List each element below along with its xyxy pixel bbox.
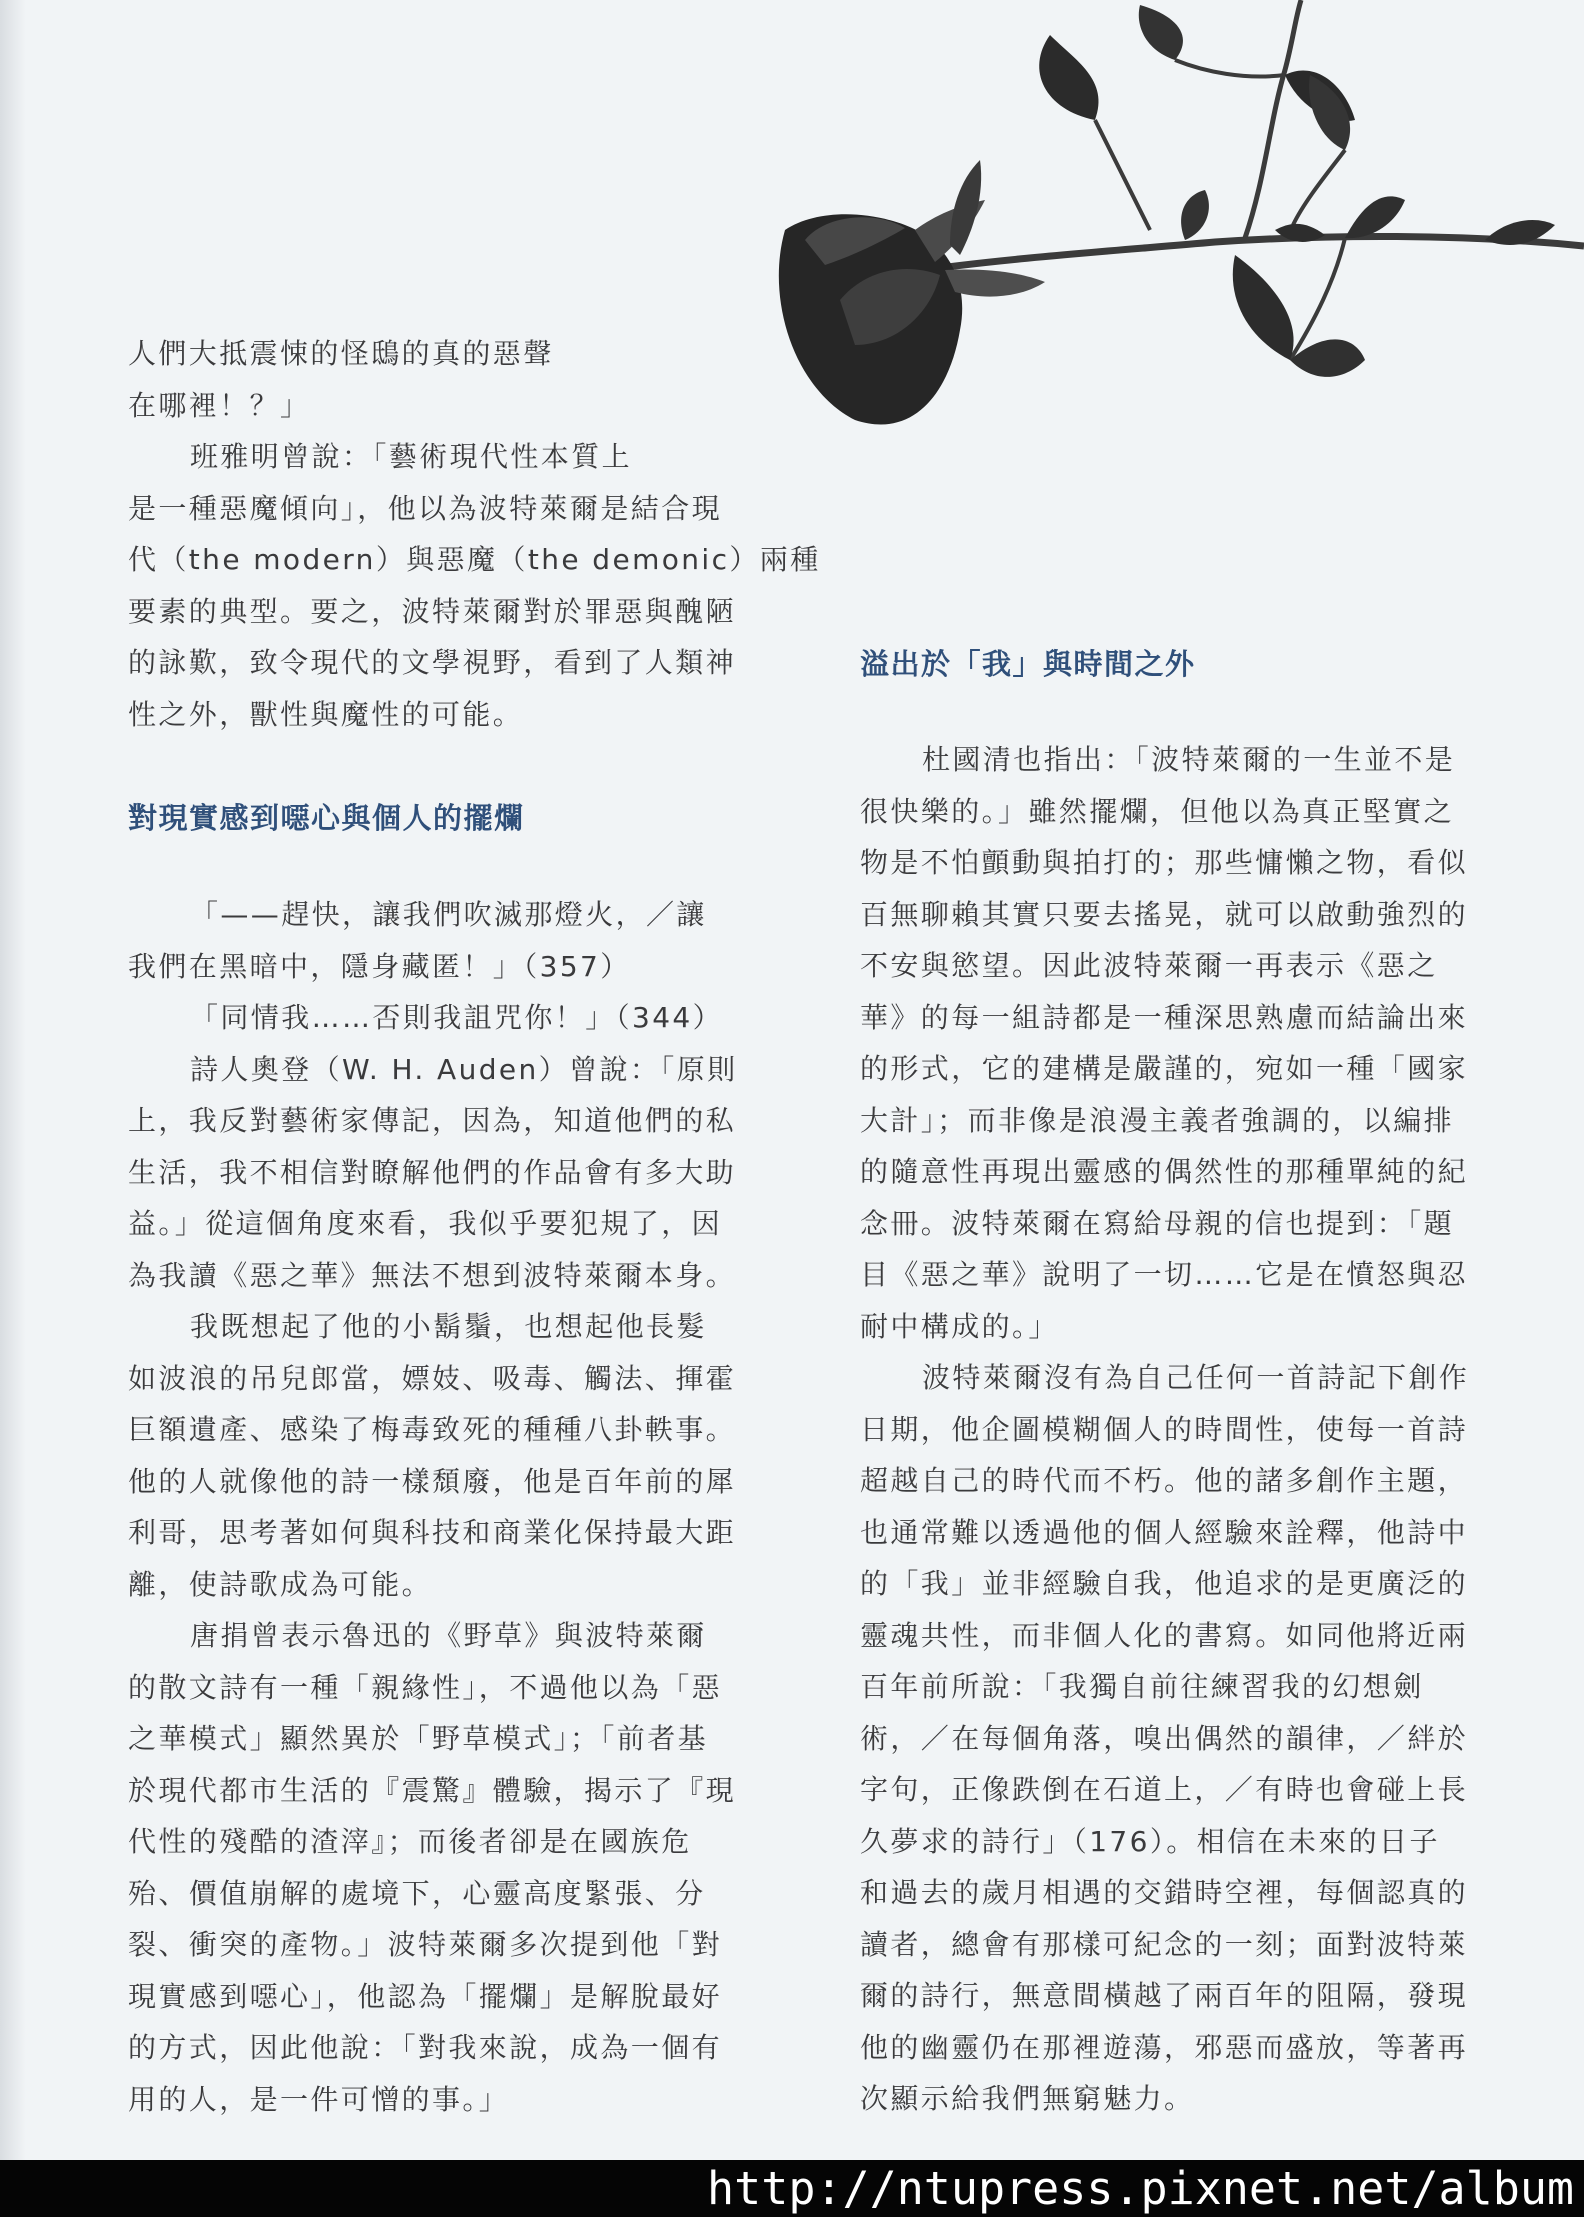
text-line: 唐捐曾表示魯迅的《野草》與波特萊爾: [190, 1619, 707, 1652]
text-line: 念冊。波特萊爾在寫給母親的信也提到：「題: [860, 1206, 1455, 1240]
text-line: 久夢求的詩行」（176）。相信在未來的日子: [860, 1824, 1440, 1858]
text-line: 性之外，獸性與魔性的可能。: [128, 697, 524, 731]
text-line: 不安與慾望。因此波特萊爾一再表示《惡之: [860, 949, 1438, 982]
text-line: 代性的殘酷的渣滓』；而後者卻是在國族危: [128, 1825, 692, 1858]
text-line: 現實感到噁心」，他認為「擺爛」是解脫最好: [128, 1979, 723, 2013]
text-line: 的形式，它的建構是嚴謹的，宛如一種「國家: [860, 1052, 1469, 1085]
text-line: 殆、價值崩解的處境下，心靈高度緊張、分: [128, 1876, 706, 1910]
text-line: 用的人，是一件可憎的事。」: [128, 2082, 510, 2116]
text-line: 是一種惡魔傾向」，他以為波特萊爾是結合現: [128, 491, 723, 525]
text-line: 他的幽靈仍在那裡遊蕩，邪惡而盛放，等著再: [860, 2030, 1469, 2064]
text-line: 代（the modern）與惡魔（the demonic）兩種: [128, 543, 821, 576]
text-line: 的「我」並非經驗自我，他追求的是更廣泛的: [860, 1567, 1469, 1600]
text-line: 在哪裡！？」: [128, 388, 311, 422]
text-line: 裂、衝突的產物。」波特萊爾多次提到他「對: [128, 1928, 723, 1961]
text-line: 超越自己的時代而不朽。他的諸多創作主題，: [860, 1464, 1469, 1497]
footer-bar: [0, 2160, 1584, 2217]
text-line: 靈魂共性，而非個人化的書寫。如同他將近兩: [860, 1618, 1469, 1652]
text-line: 百年前所說：「我獨自前往練習我的幻想劍: [860, 1670, 1424, 1703]
left-column: [128, 328, 821, 740]
text-line: 的詠歎，致令現代的文學視野，看到了人類神: [128, 646, 737, 679]
text-line: 杜國清也指出：「波特萊爾的一生並不是: [922, 743, 1456, 776]
text-line: 生活，我不相信對瞭解他們的作品會有多大助: [128, 1155, 737, 1189]
section-heading-right: 溢出於「我」與時間之外: [860, 647, 1196, 681]
right-column: [860, 734, 1500, 2125]
text-line: 的散文詩有一種「親緣性」，不過他以為「惡: [128, 1670, 723, 1704]
text-line: 日期，他企圖模糊個人的時間性，使每一首詩: [860, 1412, 1469, 1446]
text-line: 「——趕快，讓我們吹滅那燈火，／讓: [190, 898, 707, 931]
section-heading-left: 對現實感到噁心與個人的擺爛: [128, 801, 525, 835]
text-line: 的隨意性再現出靈感的偶然性的那種單純的紀: [860, 1155, 1469, 1188]
left-column-body: [128, 889, 758, 2125]
text-line: 華》的每一組詩都是一種深思熟慮而結論出來: [860, 1000, 1469, 1034]
text-line: 之華模式」顯然異於「野草模式」；「前者基: [128, 1722, 709, 1755]
text-line: 我們在黑暗中，隱身藏匿！」（357）: [128, 949, 631, 983]
text-line: 「同情我……否則我詛咒你！」（344）: [190, 1001, 724, 1034]
text-line: 目《惡之華》說明了一切……它是在憤怒與忍: [860, 1258, 1469, 1291]
text-line: 詩人奧登（W. H. Auden）曾說：「原則: [190, 1052, 738, 1086]
text-line: 益。」從這個角度來看，我似乎要犯規了，因: [128, 1207, 723, 1240]
rose-illustration: [745, 0, 1584, 540]
text-line: 很快樂的。」雖然擺爛，但他以為真正堅實之: [860, 794, 1455, 828]
text-line: 波特萊爾沒有為自己任何一首詩記下創作: [922, 1361, 1470, 1394]
text-line: 次顯示給我們無窮魅力。: [860, 2082, 1195, 2115]
text-line: 和過去的歲月相遇的交錯時空裡，每個認真的: [860, 1876, 1469, 1909]
text-line: 班雅明曾說：「藝術現代性本質上: [190, 440, 633, 473]
text-line: 術，／在每個角落，嗅出偶然的韻律，／絆於: [860, 1721, 1469, 1755]
text-line: 百無聊賴其實只要去搖晃，就可以啟動強烈的: [860, 897, 1469, 931]
text-line: 巨額遺產、感染了梅毒致死的種種八卦軼事。: [128, 1413, 737, 1446]
text-line: 耐中構成的。」: [860, 1309, 1059, 1343]
text-line: 爾的詩行，無意間橫越了兩百年的阻隔，發現: [860, 1979, 1469, 2012]
text-line: 離，使詩歌成為可能。: [128, 1567, 433, 1601]
text-line: 字句，正像跌倒在石道上，／有時也會碰上長: [860, 1773, 1469, 1806]
text-line: 他的人就像他的詩一樣頹廢，他是百年前的犀: [128, 1464, 737, 1498]
text-line: 人們大抵震悚的怪鴟的真的惡聲: [128, 337, 554, 370]
text-line: 於現代都市生活的『震驚』體驗，揭示了『現: [128, 1773, 737, 1807]
text-line: 上，我反對藝術家傳記，因為，知道他們的私: [128, 1104, 737, 1137]
text-line: 利哥，思考著如何與科技和商業化保持最大距: [128, 1516, 737, 1549]
album-url-link[interactable]: http://ntupress.pixnet.net/album: [707, 2162, 1574, 2215]
text-line: 也通常難以透過他的個人經驗來詮釋，他詩中: [860, 1515, 1469, 1549]
text-line: 大計」；而非像是浪漫主義者強調的，以編排: [860, 1103, 1455, 1137]
text-line: 讀者，總會有那樣可紀念的一刻；面對波特萊: [860, 1927, 1469, 1961]
text-line: 的方式，因此他說：「對我來說，成為一個有: [128, 2031, 723, 2064]
text-line: 我既想起了他的小鬍鬚，也想起他長髮: [190, 1310, 707, 1343]
page-gutter-shadow: [0, 0, 26, 2160]
text-line: 要素的典型。要之，波特萊爾對於罪惡與醜陋: [128, 594, 737, 628]
text-line: 為我讀《惡之華》無法不想到波特萊爾本身。: [128, 1258, 737, 1292]
text-line: 物是不怕顫動與拍打的；那些慵懶之物，看似: [860, 846, 1469, 879]
text-line: 如波浪的吊兒郎當，嫖妓、吸毒、觸法、揮霍: [128, 1361, 737, 1395]
